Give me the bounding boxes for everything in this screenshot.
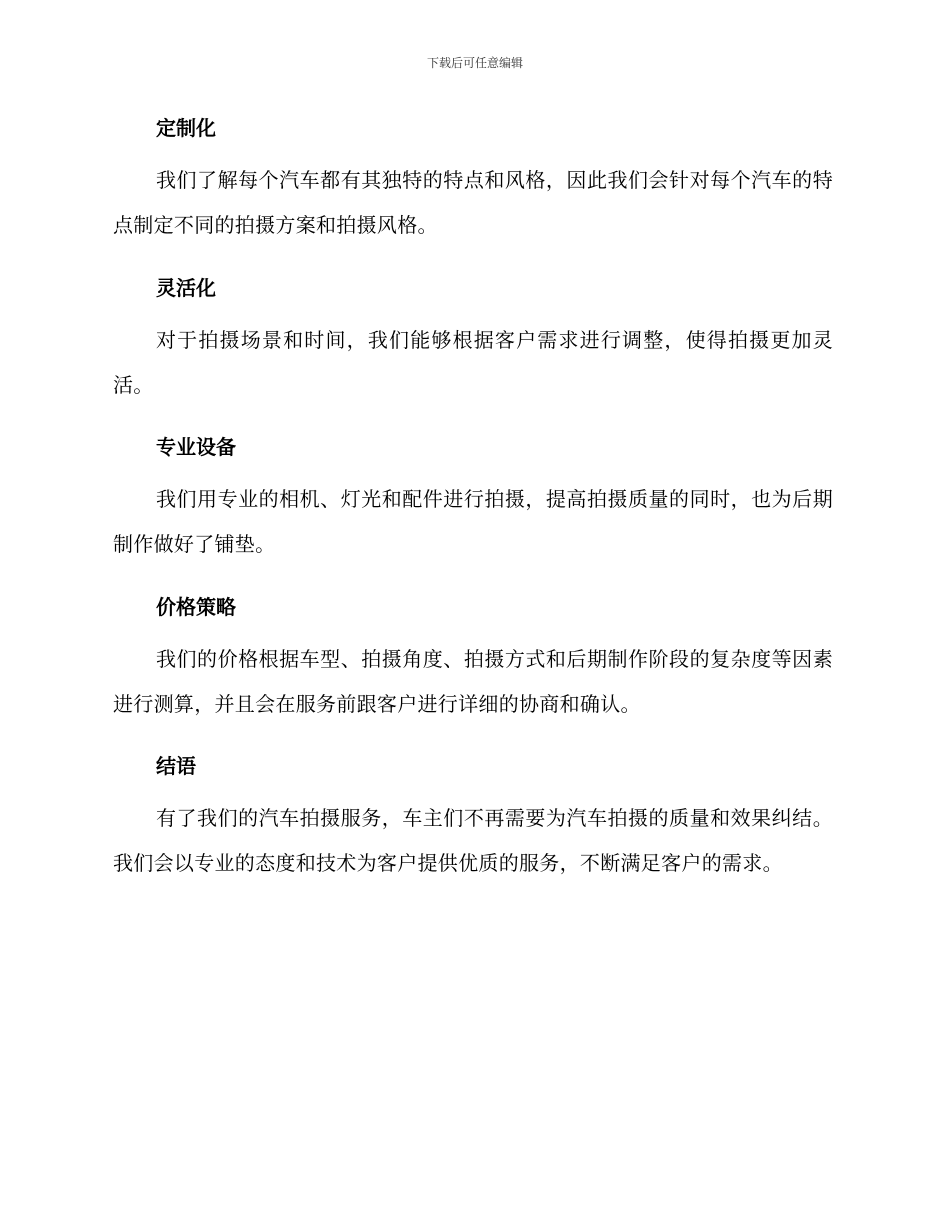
section-heading: 结语 xyxy=(156,754,196,778)
section-heading: 定制化 xyxy=(156,116,216,140)
section-paragraph: 有了我们的汽车拍摄服务，车主们不再需要为汽车拍摄的质量和效果纠结。我们会以专业的态度和技术为客户提供优质的服务，不断满足客户的需求。 xyxy=(113,806,833,875)
section-equipment xyxy=(113,429,833,569)
section-paragraph: 我们了解每个汽车都有其独特的特点和风格，因此我们会针对每个汽车的特点制定不同的拍摄方案和拍摄风格。 xyxy=(113,168,833,237)
section-conclusion xyxy=(113,748,833,888)
section-pricing xyxy=(113,589,833,729)
section-paragraph: 对于拍摄场景和时间，我们能够根据客户需求进行调整，使得拍摄更加灵活。 xyxy=(113,328,833,397)
section-paragraph: 我们的价格根据车型、拍摄角度、拍摄方式和后期制作阶段的复杂度等因素进行测算，并且会在服务前跟客户进行详细的协商和确认。 xyxy=(113,647,833,716)
section-flexibility xyxy=(113,270,833,410)
page-header-note: 下载后可任意编辑 xyxy=(426,56,523,70)
section-heading: 价格策略 xyxy=(156,595,236,619)
section-customization xyxy=(113,110,833,250)
section-heading: 灵活化 xyxy=(156,276,216,300)
section-heading: 专业设备 xyxy=(156,435,236,459)
section-paragraph: 我们用专业的相机、灯光和配件进行拍摄，提高拍摄质量的同时，也为后期制作做好了铺垫。 xyxy=(113,487,833,556)
